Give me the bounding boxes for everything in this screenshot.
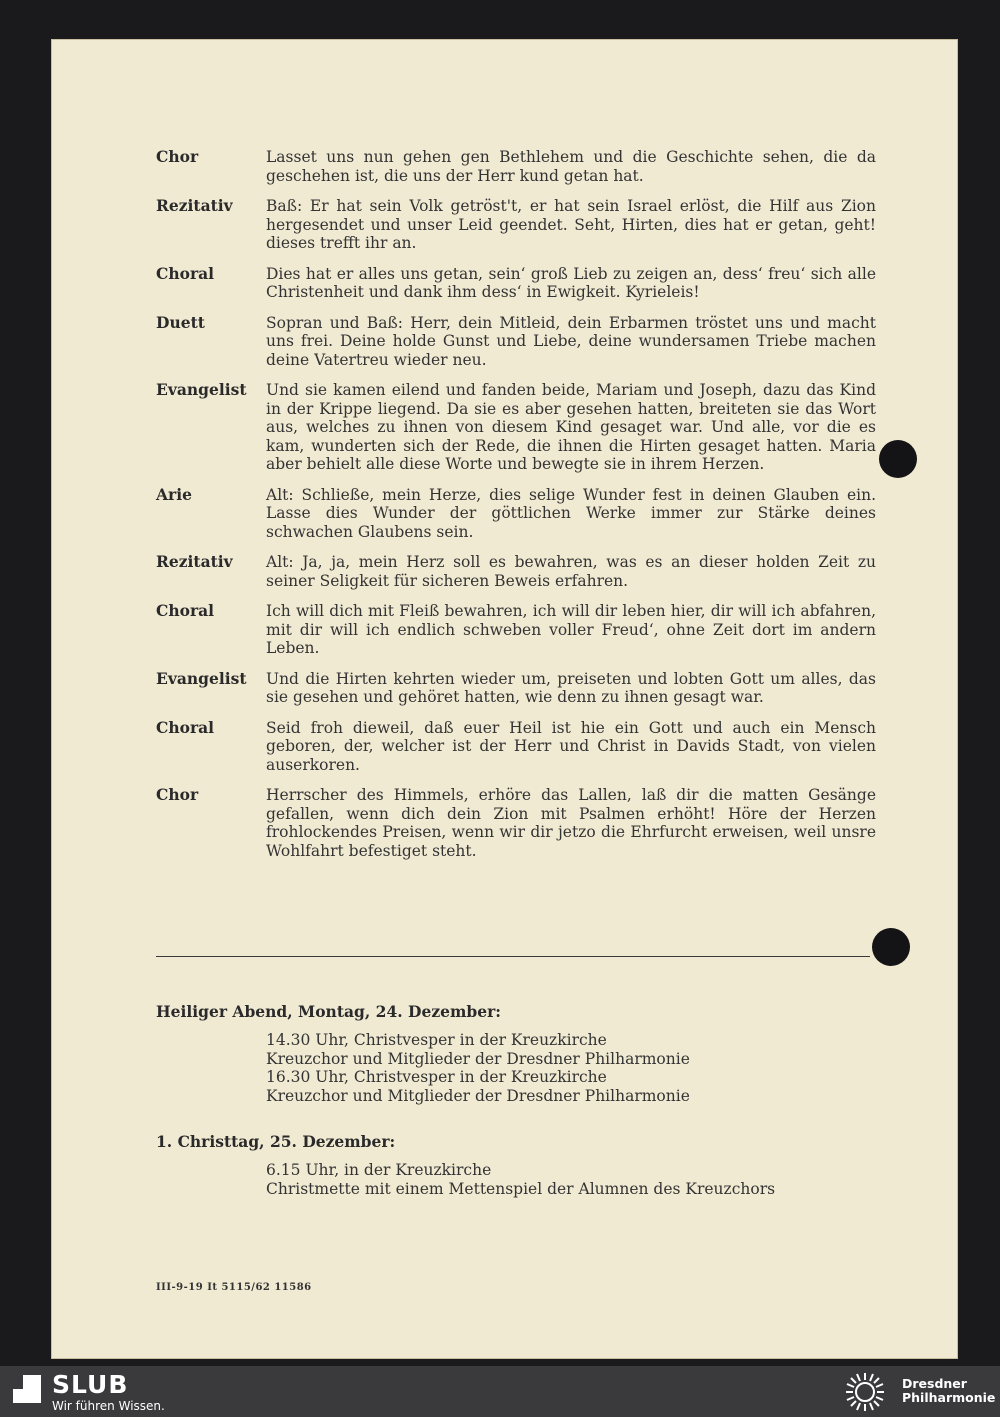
event-line: Christmette mit einem Mettenspiel der Alumnen des Kreuzchors (266, 1179, 776, 1198)
print-code: III-9-19 It 5115/62 11586 (156, 1282, 312, 1293)
libretto-entry (156, 381, 876, 474)
entry-role: Duett (156, 312, 205, 332)
section-divider (156, 956, 870, 957)
libretto-entries (156, 148, 876, 872)
libretto-entry (156, 553, 876, 590)
entry-role: Evangelist (156, 668, 247, 688)
event-line: Kreuzchor und Mitglieder der Dresdner Philharmonie (266, 1049, 690, 1068)
philharmonie-logo-text[interactable] (902, 1376, 996, 1405)
libretto-entry (156, 670, 876, 707)
punch-hole-upper (879, 440, 917, 478)
slub-tagline: Wir führen Wissen. (52, 1399, 165, 1413)
entry-role: Rezitativ (156, 196, 233, 215)
entry-role: Arie (156, 484, 192, 504)
libretto-entry (156, 148, 876, 185)
entry-text: Alt: Schließe, mein Herze, dies selige Wunder fest in deinen Glauben ein. Lasse dies Wunder der göttlichen Werke immer zur Stärke deines schwachen Glaubens sein. (266, 485, 876, 541)
event-line: 16.30 Uhr, Christvesper in der Kreuzkirche (266, 1068, 607, 1086)
entry-text: Lasset uns nun gehen gen Bethlehem und die Geschichte sehen, die da geschehen ist, die uns der Herr kund getan hat. (266, 148, 876, 185)
event-title: Heiliger Abend, Montag, 24. Dezember: (156, 1002, 501, 1021)
libretto-entry (156, 486, 876, 542)
event-title: 1. Christtag, 25. Dezember: (156, 1132, 396, 1151)
entry-role: Choral (156, 717, 215, 737)
entry-text: Ich will dich mit Fleiß bewahren, ich will dir leben hier, dir will ich abfahren, mit dir will ich endlich schweben voller Freud‘, ohne Zeit dort im andern Leben. (266, 602, 876, 657)
entry-text: Sopran und Baß: Herr, dein Mitleid, dein Erbarmen tröstet uns und macht uns frei. Deine holde Gunst und Liebe, deine wundersamen Triebe machen deine Vatertreu wieder neu. (266, 313, 876, 369)
libretto-entry (156, 314, 876, 370)
punch-hole-lower (872, 928, 910, 966)
philharmonie-line1: Dresdner (902, 1376, 967, 1391)
entry-role: Chor (156, 147, 199, 166)
event-line: Kreuzchor und Mitglieder der Dresdner Philharmonie (266, 1086, 690, 1105)
viewer-footer-bar (0, 1366, 1000, 1417)
entry-role: Chor (156, 785, 199, 804)
event-christtag (156, 1132, 876, 1198)
entry-text: Alt: Ja, ja, mein Herz soll es bewahren, was es an dieser holden Zeit zu seiner Seligkeit für sicheren Beweis erfahren. (266, 553, 876, 590)
slub-logo-icon[interactable] (13, 1375, 41, 1403)
libretto-entry (156, 197, 876, 253)
philharmonie-line2: Philharmonie (902, 1390, 996, 1405)
entry-text: Seid froh dieweil, daß euer Heil ist hie ein Gott und auch ein Mensch geboren, der, welcher ist der Herr und Christ in Davids Stadt, von vielen auserkoren. (266, 718, 876, 774)
event-heiliger-abend (156, 1002, 876, 1105)
libretto-entry (156, 265, 876, 302)
entry-text: Herrscher des Himmels, erhöre das Lallen, laß dir die matten Gesänge gefallen, wenn dich dein Zion mit Psalmen erhöht! Höre der Herzen frohlockendes Preisen, wenn wir dir jetzo die Ehrfurcht erweisen, weil unsre Wohlfahrt befestiget steht. (266, 786, 876, 860)
entry-role: Choral (156, 601, 215, 620)
entry-role: Evangelist (156, 380, 247, 399)
entry-text: Baß: Er hat sein Volk getröst't, er hat sein Israel erlöst, die Hilf aus Zion hergesendet und unser Leid geendet. Seht, Hirten, dies hat er getan, geht! dieses trefft ihr an. (266, 197, 876, 252)
entry-role: Choral (156, 263, 215, 283)
libretto-entry (156, 602, 876, 658)
entry-text: Dies hat er alles uns getan, sein‘ groß Lieb zu zeigen an, dess‘ freu‘ sich alle Christenheit und dank ihm dess‘ in Ewigkeit. Kyrieleis! (266, 264, 876, 301)
entry-role: Rezitativ (156, 552, 233, 571)
entry-text: Und sie kamen eilend und fanden beide, Mariam und Joseph, dazu das Kind in der Krippe liegend. Da sie es aber gesehen hatten, breiteten sie das Wort aus, welches zu ihnen von diesem Kind gesaget war. Und alle, vor die es kam, wunderten sich der Rede, die ihnen die Hirten gesaget hatten. Maria aber behielt alle diese Worte und bewegte sie in ihrem Herzen. (266, 381, 876, 473)
event-line: 6.15 Uhr, in der Kreuzkirche (266, 1161, 492, 1179)
philharmonie-sunburst-icon[interactable] (842, 1371, 888, 1413)
slub-logo-text[interactable]: SLUB (52, 1370, 129, 1399)
entry-text: Und die Hirten kehrten wieder um, preiseten und lobten Gott um alles, das sie gesehen und gehöret hatten, wie denn zu ihnen gesagt war. (266, 669, 876, 706)
event-line: 14.30 Uhr, Christvesper in der Kreuzkirche (266, 1031, 607, 1049)
libretto-entry (156, 786, 876, 860)
libretto-entry (156, 719, 876, 775)
program-page (52, 40, 957, 1358)
